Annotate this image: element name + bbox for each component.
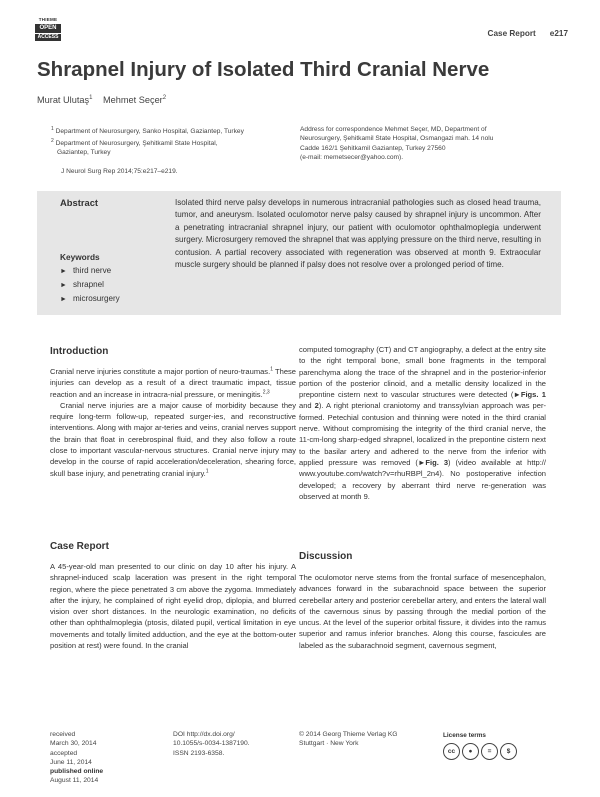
- author-affiliation-marker: 2: [162, 95, 167, 101]
- logo-open-text: OPEN: [35, 24, 61, 33]
- issn: ISSN 2193-6358.: [173, 749, 225, 757]
- introduction-heading: Introduction: [50, 346, 109, 357]
- license-label: License terms: [443, 732, 486, 739]
- article-title: Shrapnel Injury of Isolated Third Cranial Nerve: [37, 58, 490, 81]
- article-type: Case Report: [487, 29, 536, 38]
- keyword-item: ► shrapnel: [60, 280, 104, 289]
- page-number: e217: [549, 29, 568, 38]
- affiliations: [51, 125, 287, 158]
- author-name: Murat Ulutaş: [37, 95, 90, 106]
- doi-number: 10.1055/s-0034-1387190.: [173, 740, 250, 748]
- arrow-bullet-icon: ►: [60, 282, 67, 289]
- author-affiliation-marker: 1: [89, 95, 93, 101]
- correspondence-email: (e-mail: memetsecer@yahoo.com).: [300, 154, 404, 162]
- case-report-body: A 45-year-old man presented to our clinic on day 10 after his injury. A shrapnel-induced scalp laceration was present in the right temporal region, where the piece penetrated 3 cm above the zygoma. Immediately after the injury, he complained of right eyelid drop, diplopia, and blurred vision over short distances. In the neurologic examination, no deficits other than ophthalmoplegia (ptosis, dilated pupil, vertical limitation in eye movements and totally limited adduction, and the eye at the bottom-outer position at rest) were found. In the cranial: [50, 562, 296, 651]
- discussion-body: The oculomotor nerve stems from the frontal surface of mesencephalon, advances forward in the subarachnoid space between the superior cerebellar artery and posterior cerebellar artery, and enters the lateral wall of the cavernous sinus by passing through the medial portion of the uncus. At the level of the superior orbital fissure, it divides into the ramus superior and ramus inferior branches. Along this course, fascicules are labeled as the subarachnoid segment, cavernous segment,: [299, 573, 546, 650]
- accepted-date: June 11, 2014: [50, 758, 92, 766]
- thieme-open-access-logo: [35, 17, 61, 43]
- introduction-paragraph: Cranial nerve injuries constitute a major portion of neuro-traumas.$^1$ These injuries can develop as a result of a direct traumatic impact, tissue reaction and an increase in intracra-nial pressure, or meningitis.$^{2,3}$: [50, 366, 297, 399]
- abstract-text: Isolated third nerve palsy develops in numerous intracranial pathologies such as closed head trauma, tumor, and aneurysm. Isolated oculomotor nerve palsy caused by shrapnel injury is uncommon. After a penetrating intracranial shrapnel injury, our patient with oculomotor ophthalmoplegia underwent surgery. Microsurgery removed the shrapnel that was applying pressure on the third nerve, resulting in contusion. A partial recovery associated with regeneration was observed at month 9. Extraocular muscle surgery should be planned if palsy does not resolve over a prolonged period of time.: [175, 198, 541, 270]
- published-date: August 11, 2014: [50, 777, 99, 785]
- arrow-bullet-icon: ►: [60, 296, 67, 303]
- cc-by-icon: ●: [462, 743, 479, 760]
- cc-icon: cc: [443, 743, 460, 760]
- figure-reference-link[interactable]: 2: [314, 401, 319, 411]
- published-label: published online: [50, 768, 104, 776]
- cc-nd-icon: =: [481, 743, 498, 760]
- introduction-paragraph: Cranial nerve injuries are a major cause of morbidity because they require long-term follow-up, repeated surger-ies, and reconstructive interventions. Along with major ar-teries and veins, cranial nerves support the brain that float in cerebrospinal fluid, and they also follow a route close to important vascular-nervous structures. Cranial nerve injury may develop in the course of rapid acceleration/deceleration, shearing force, skull base injury, and penetrating cranial injury.$^1$: [50, 400, 296, 478]
- figure-reference-link[interactable]: ►Figs. 1: [513, 390, 546, 400]
- received-date: March 30, 2014: [50, 740, 97, 748]
- logo-access-text: ACCESS: [35, 33, 61, 41]
- running-header: [474, 29, 568, 38]
- received-label: received: [50, 731, 76, 738]
- affiliation-2: $^2$ Department of Neurosurgery, Şehitkamil State Hospital,: [51, 137, 218, 147]
- accepted-label: accepted: [50, 749, 78, 757]
- abstract-heading: Abstract: [60, 197, 99, 208]
- keyword-item: ► third nerve: [60, 266, 112, 275]
- author-list: [37, 95, 166, 105]
- cc-nc-icon: $: [500, 743, 517, 760]
- discussion-heading: Discussion: [299, 551, 353, 562]
- case-report-continued: computed tomography (CT) and CT angiography, a defect at the entry site to the right temporal bone, small bone fragments in the temporal parenchyma along the trace of the shrapnel and in the posterior-inferior portion of the posterior clinoid, and a metallic density localized in the prepontine cistern next to vascular structures were detected (►Figs. 1 and 2). A right pterional craniotomy and transsylvian approach was per-formed. Petechial contusion and thinning were noted in the third cranial nerve. Without compromising the integrity of the third cranial nerve, the 11-cm-long sharp-edged shrapnel, localized in the prepontine cistern next to the basilar artery and adhered to the nerve from the inferior with applied pressure was removed (►Fig. 3) (video available at http:// www.youtube.com/watch?v=rhuRBPl_2n4). No postoperative infection developed; a recovery by aberrant third nerve re-generation was observed at month 9.: [299, 345, 547, 501]
- journal-citation: J Neurol Surg Rep 2014;75:e217–e219.: [61, 168, 178, 175]
- logo-thieme-text: THIEME: [38, 17, 58, 22]
- copyright-info: © 2014 Georg Thieme Verlag KG Stuttgart · New York: [299, 731, 398, 748]
- author-name: Mehmet Seçer: [103, 95, 163, 106]
- doi-link[interactable]: DOI http://dx.doi.org/: [173, 731, 235, 738]
- arrow-bullet-icon: ►: [60, 268, 67, 275]
- figure-reference-link[interactable]: ►Fig. 3: [417, 457, 449, 467]
- affiliation-2-cont: Gaziantep, Turkey: [57, 149, 111, 157]
- article-dates: [50, 730, 103, 786]
- correspondence-address: Address for correspondence Mehmet Seçer, MD, Department of Neurosurgery, Şehitkamil State Hospital, Osmangazi mah. 14 nolu Cadde 162/1 Şehitkamil Gaziantep, Turkey 27560 (e-mail: memetsecer@yahoo.com).: [300, 125, 562, 163]
- license-terms[interactable]: [443, 732, 519, 760]
- case-report-heading: Case Report: [50, 541, 109, 552]
- introduction-body: [50, 366, 296, 479]
- doi-info: [173, 730, 250, 758]
- keywords-heading: Keywords: [60, 252, 100, 262]
- affiliation-1: $^1$ Department of Neurosurgery, Sanko Hospital, Gaziantep, Turkey: [51, 126, 244, 136]
- keyword-item: ► microsurgery: [60, 294, 120, 303]
